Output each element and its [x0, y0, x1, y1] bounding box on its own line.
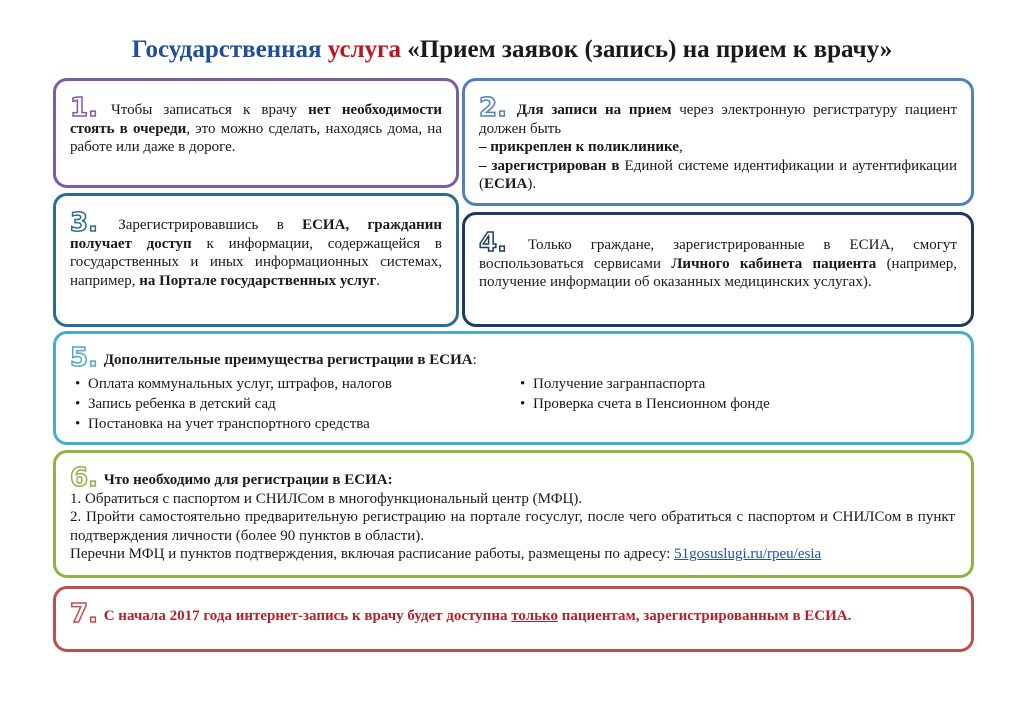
box4-text-2: (например, получение информации об оказанных медицинских услугах). — [479, 255, 957, 290]
number-6-icon: 6. — [70, 463, 98, 493]
box2-text: через электронную регистратуру пациент должен быть — [479, 102, 957, 137]
title-part-1: Государственная — [131, 36, 322, 63]
info-box-1 — [53, 78, 459, 188]
box5-left-list — [72, 374, 512, 434]
box3-text-2: к информации, содержащейся в государственных и иных информационных системах, например, — [70, 235, 442, 289]
box5-heading-colon: : — [472, 352, 477, 368]
number-5-icon: 5. — [70, 343, 98, 373]
list-item-text: Проверка счета в Пенсионном фонде — [533, 396, 770, 412]
box3-bold: ЕСИА, гражданин получает доступ — [70, 217, 443, 252]
box7-text-2: пациентам, зарегистрированным в ЕСИА. — [557, 608, 852, 624]
info-box-6 — [53, 450, 974, 578]
box1-text: Чтобы записаться к врачу — [99, 102, 309, 118]
info-box-3 — [53, 193, 459, 327]
list-item: • Получение загранпаспорта — [520, 376, 706, 392]
box3-bold-2: на Портале государственных услуг — [139, 272, 377, 289]
box3-text: Зарегистрировавшись в — [99, 217, 303, 233]
list-item: • Проверка счета в Пенсионном фонде — [520, 396, 770, 412]
info-box-2 — [462, 78, 974, 206]
box2-line3-bold-2: ЕСИА — [484, 176, 528, 192]
list-item-text: Постановка на учет транспортного средства — [88, 416, 370, 432]
box6-note — [70, 545, 955, 564]
esia-link[interactable]: 51gosuslugi.ru/rpeu/esia — [674, 546, 822, 562]
box7-underlined: только — [511, 608, 558, 624]
box6-heading-text: Что необходимо для регистрации в ЕСИА: — [99, 472, 393, 488]
number-3-icon: 3. — [70, 208, 98, 238]
number-4-icon: 4. — [479, 228, 507, 258]
box6-note-text: Перечни МФЦ и пунктов подтверждения, включая расписание работы, размещены по адресу: — [70, 546, 675, 562]
info-box-7 — [53, 586, 974, 652]
box6-heading — [70, 463, 955, 493]
number-2-icon: 2. — [479, 93, 507, 123]
box3-text-3: . — [376, 272, 381, 289]
list-item-text: Запись ребенка в детский сад — [88, 396, 276, 412]
list-item: • Оплата коммунальных услуг, штрафов, налогов — [75, 376, 392, 392]
box5-right-list — [517, 374, 937, 414]
box2-line3-text: Единой системе идентификации и аутентификации ( — [479, 157, 957, 192]
list-item-text: Оплата коммунальных услуг, штрафов, налогов — [88, 376, 392, 392]
page-title — [0, 36, 1024, 64]
box5-heading — [70, 343, 955, 373]
box1-bold: нет необходимости стоять в очереди — [70, 102, 443, 137]
title-part-3: «Прием заявок (запись) на прием к врачу» — [407, 36, 893, 63]
info-box-5 — [53, 331, 974, 445]
box6-step-1: 1. Обратиться с паспортом и СНИЛСом в многофункциональный центр (МФЦ). — [70, 490, 583, 507]
box2-line2-text: , — [678, 139, 683, 155]
box2-line2-bold: – прикреплен к поликлинике — [479, 139, 679, 155]
list-item: • Запись ребенка в детский сад — [75, 396, 276, 412]
box4-text: Только граждане, зарегистрированные в ЕСИА, смогут воспользоваться сервисами — [479, 237, 957, 272]
box7-text: С начала 2017 года интернет-запись к врачу будет доступна — [99, 608, 512, 624]
list-item: • Постановка на учет транспортного средства — [75, 416, 370, 432]
box4-bold: Личного кабинета пациента — [671, 255, 877, 272]
number-7-icon: 7. — [70, 599, 98, 629]
title-part-2: услуга — [327, 36, 402, 63]
box1-text-2: , это можно сделать, находясь дома, на работе или даже в дороге. — [70, 120, 442, 155]
box2-line3-bold: – зарегистрирован в — [479, 157, 620, 174]
list-item-text: Получение загранпаспорта — [533, 376, 706, 392]
box6-step-2: 2. Пройти самостоятельно предварительную регистрацию на портале госуслуг, после чего обратиться с паспортом и СНИЛСом в пункт подтверждения личности (более 90 пунктов в области). — [70, 509, 955, 544]
box5-heading-text: Дополнительные преимущества регистрации в ЕСИА — [99, 352, 473, 368]
box2-bold: Для записи на прием — [508, 102, 672, 118]
box2-line3-text-2: ). — [527, 176, 537, 192]
info-box-4 — [462, 212, 974, 327]
number-1-icon: 1. — [70, 93, 98, 123]
